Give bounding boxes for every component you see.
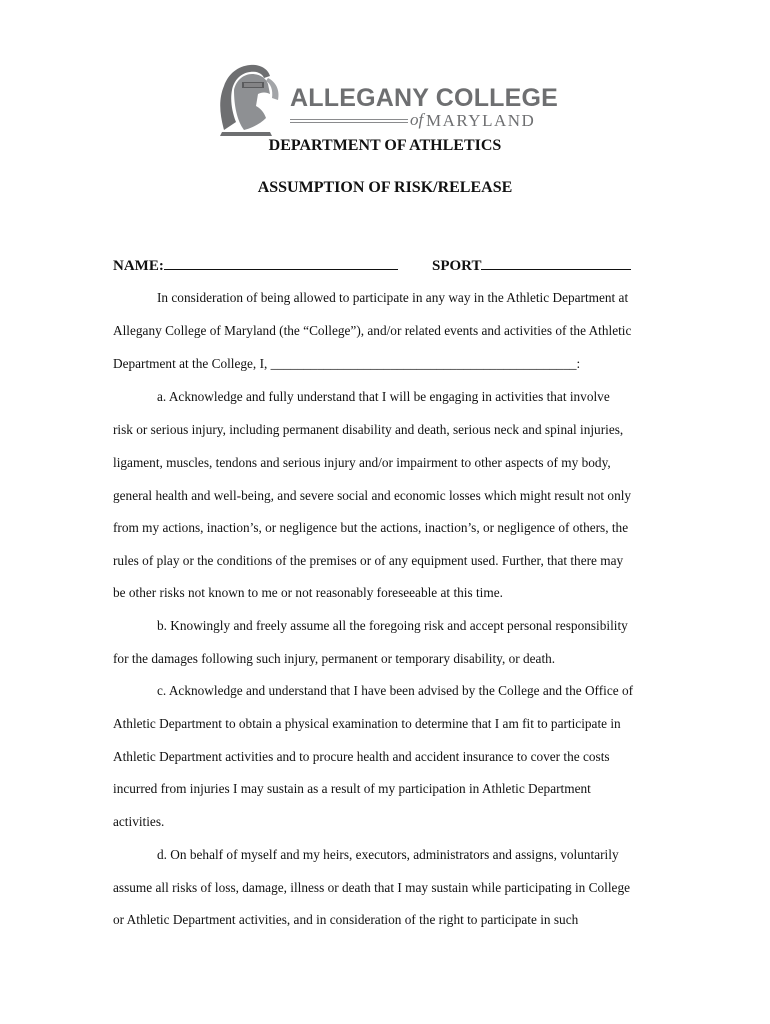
paragraph-line: c. Acknowledge and understand that I have been advised by the College and the Office of — [157, 683, 634, 698]
paragraph-line: Athletic Department activities and to procure health and accident insurance to cover the costs — [113, 749, 610, 764]
paragraph-line: be other risks not known to me or not reasonably foreseeable at this time. — [113, 585, 503, 600]
paragraph-line: ligament, muscles, tendons and serious injury and/or impairment to other aspects of my body, — [113, 455, 611, 470]
paragraph-line: assume all risks of loss, damage, illness or death that I may sustain while participating in College — [113, 880, 630, 895]
paragraph-line: Athletic Department to obtain a physical examination to determine that I am fit to participate in — [113, 716, 621, 731]
paragraph-line: or Athletic Department activities, and in consideration of the right to participate in such — [113, 912, 579, 927]
logo-of: of — [410, 110, 424, 129]
paragraph-line: from my actions, inaction’s, or negligence but the actions, inaction’s, or negligence of others, the — [113, 520, 629, 535]
paragraph-line: incurred from injuries I may sustain as a result of my participation in Athletic Department — [113, 781, 591, 796]
paragraph-line: In consideration of being allowed to participate in any way in the Athletic Department at — [157, 290, 629, 305]
paragraph-line: Department at the College, I, ______________________________________________: — [113, 356, 581, 371]
college-name: ALLEGANY COLLEGE — [290, 84, 559, 112]
college-logo — [214, 60, 559, 138]
paragraph-line: Allegany College of Maryland (the “College”), and/or related events and activities of the Athletic — [113, 323, 632, 338]
name-field[interactable] — [113, 255, 398, 275]
sport-field[interactable] — [432, 255, 631, 275]
logo-rule — [290, 122, 408, 123]
paragraph-line: general health and well-being, and severe social and economic losses which might result not only — [113, 488, 632, 503]
document-title: ASSUMPTION OF RISK/RELEASE — [257, 179, 513, 196]
paragraph-line: b. Knowingly and freely assume all the foregoing risk and accept personal responsibility — [157, 618, 628, 633]
name-label: NAME: — [113, 258, 164, 274]
sport-blank-line[interactable] — [481, 255, 631, 270]
paragraph-line: for the damages following such injury, permanent or temporary disability, or death. — [113, 651, 556, 666]
logo-rule — [290, 119, 408, 120]
logo-subtitle — [290, 110, 536, 131]
knight-helmet-icon — [214, 60, 286, 138]
logo-state: MARYLAND — [426, 111, 536, 130]
paragraph-line: risk or serious injury, including permanent disability and death, serious neck and spinal injuries, — [113, 422, 624, 437]
paragraph-line: activities. — [113, 814, 165, 829]
name-blank-line[interactable] — [164, 255, 398, 270]
paragraph-line: rules of play or the conditions of the premises or of any equipment used. Further, that there may — [113, 553, 624, 568]
sport-label: SPORT — [432, 258, 482, 274]
department-heading: DEPARTMENT OF ATHLETICS — [268, 137, 502, 154]
paragraph-line: d. On behalf of myself and my heirs, executors, administrators and assigns, voluntarily — [157, 847, 619, 862]
paragraph-line: a. Acknowledge and fully understand that I will be engaging in activities that involve — [157, 389, 610, 404]
